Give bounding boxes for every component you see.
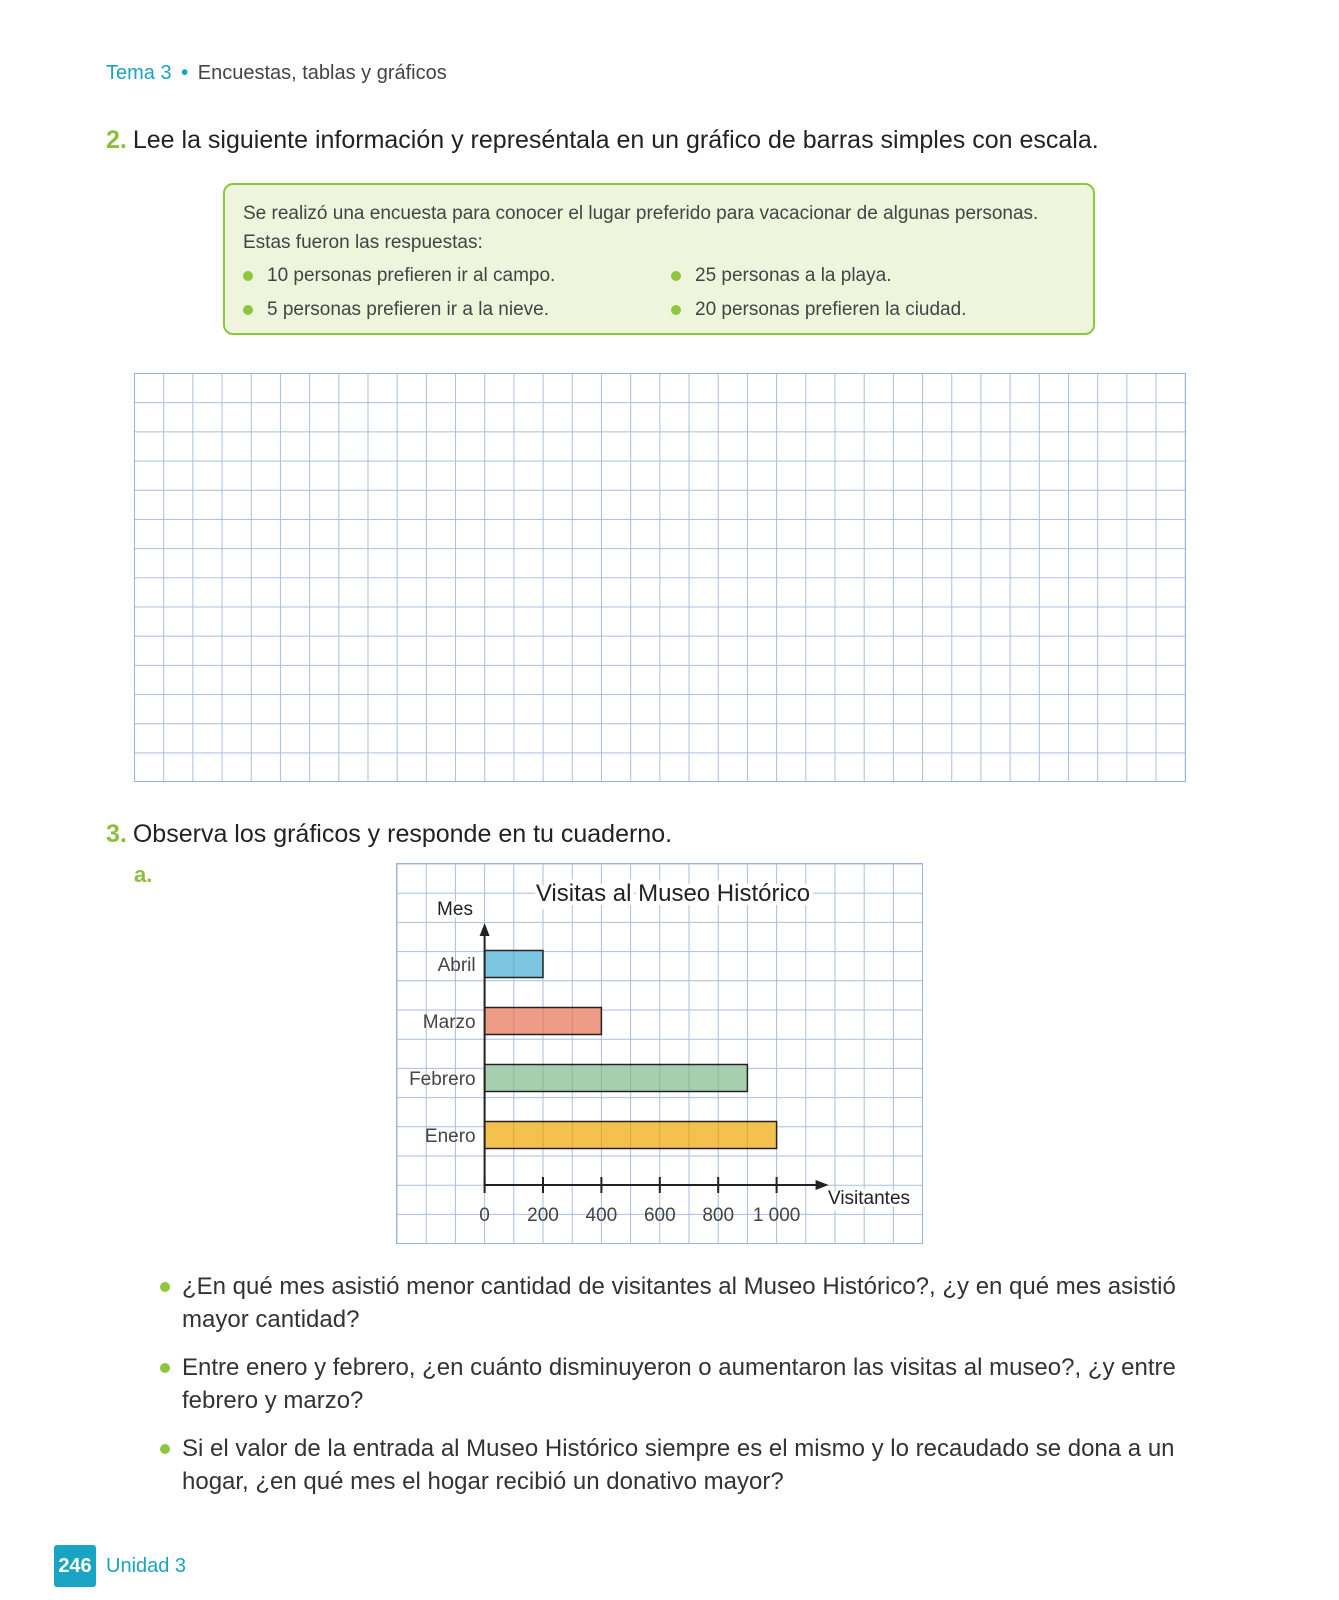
question-item	[160, 1432, 1190, 1498]
questions-list	[160, 1270, 1190, 1513]
chart-title: Visitas al Museo Histórico	[535, 880, 811, 907]
exercise-2-number: 2.	[106, 126, 127, 154]
question-text: Entre enero y febrero, ¿en cuánto disminuyeron o aumentaron las visitas al museo?, ¿y entre febrero y marzo?	[182, 1354, 1176, 1414]
question-item	[160, 1351, 1190, 1417]
bullet-icon	[243, 271, 253, 281]
survey-info-box	[223, 183, 1095, 335]
category-label: Enero	[424, 1126, 476, 1147]
bullet-icon	[243, 305, 253, 315]
graph-paper-answer-area[interactable]	[134, 373, 1186, 782]
category-label: Febrero	[409, 1069, 476, 1090]
category-label: Abril	[437, 955, 476, 976]
question-text: ¿En qué mes asistió menor cantidad de visitantes al Museo Histórico?, ¿y en qué mes asistió mayor cantidad?	[182, 1273, 1176, 1333]
page-header	[106, 62, 447, 85]
page-footer	[54, 1545, 186, 1587]
topic-label: Tema 3	[106, 62, 172, 84]
x-tick-label: 400	[585, 1205, 618, 1226]
bullet-icon	[160, 1363, 170, 1373]
page-number: 246	[54, 1545, 96, 1587]
exercise-2-instruction: Lee la siguiente información y represéntala en un gráfico de barras simples con escala.	[132, 126, 1099, 154]
bar-febrero	[485, 1065, 748, 1092]
exercise-3-instruction: Observa los gráficos y responde en tu cuaderno.	[132, 820, 673, 848]
survey-intro	[243, 199, 1075, 257]
bullet-icon	[160, 1444, 170, 1454]
survey-response	[243, 261, 671, 290]
x-axis-arrow-icon	[816, 1180, 829, 1190]
survey-response-text: 10 personas prefieren ir al campo.	[267, 265, 556, 286]
x-tick-label: 0	[479, 1205, 490, 1226]
header-separator: •	[181, 62, 189, 84]
survey-response	[671, 295, 1071, 324]
bullet-icon	[671, 305, 681, 315]
x-tick-label: 1 000	[752, 1205, 801, 1226]
y-axis-arrow-icon	[480, 923, 490, 936]
topic-subtitle: Encuestas, tablas y gráficos	[197, 62, 447, 84]
museum-visits-chart	[396, 863, 923, 1244]
x-axis-label: Visitantes	[827, 1188, 911, 1209]
survey-response-text: 20 personas prefieren la ciudad.	[695, 299, 967, 320]
survey-responses	[243, 261, 1075, 324]
sub-item-label: a.	[134, 862, 153, 887]
exercise-3-number: 3.	[106, 820, 127, 848]
survey-response-text: 25 personas a la playa.	[695, 265, 892, 286]
unit-label: Unidad 3	[106, 1554, 187, 1577]
y-axis-label: Mes	[437, 899, 473, 920]
question-item	[160, 1270, 1190, 1336]
survey-response	[671, 261, 1071, 290]
x-tick-label: 600	[643, 1205, 676, 1226]
category-label: Marzo	[422, 1012, 476, 1033]
exercise-3-title	[106, 820, 672, 849]
survey-response-text: 5 personas prefieren ir a la nieve.	[267, 299, 549, 320]
chart-svg	[397, 864, 922, 1243]
x-tick-label: 800	[702, 1205, 735, 1226]
question-text: Si el valor de la entrada al Museo Histórico siempre es el mismo y lo recaudado se dona a un hogar, ¿en qué mes el hogar recibió un donativo mayor?	[182, 1435, 1175, 1495]
survey-intro-line-1: Se realizó una encuesta para conocer el lugar preferido para vacacionar de algunas personas.	[243, 203, 1039, 224]
x-tick-label: 200	[527, 1205, 559, 1226]
bullet-icon	[160, 1282, 170, 1292]
survey-intro-line-2: Estas fueron las respuestas:	[243, 232, 483, 253]
exercise-2-title	[106, 126, 1099, 155]
survey-response	[243, 295, 671, 324]
bullet-icon	[671, 271, 681, 281]
